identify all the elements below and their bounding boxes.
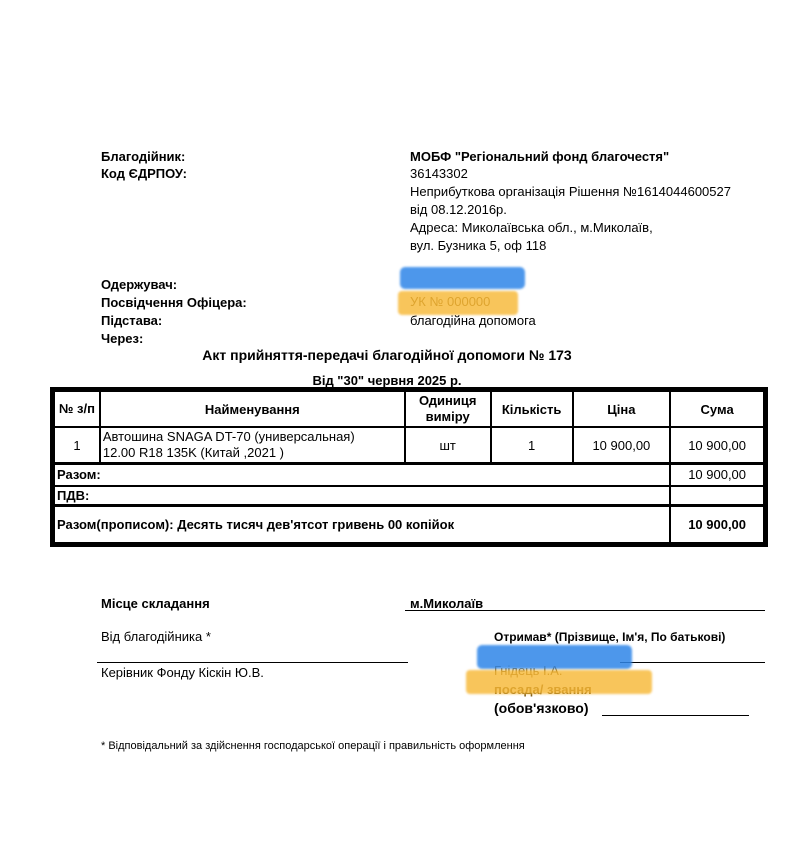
- mandatory-label: (обов'язково): [494, 700, 589, 716]
- total-row: [54, 464, 764, 486]
- redaction-yellow-position: [466, 670, 652, 694]
- donor-signature-line: [97, 662, 408, 663]
- vat-label: ПДВ:: [54, 486, 670, 506]
- table-header-row: [54, 391, 764, 427]
- via-label: Через:: [101, 331, 144, 346]
- edrpou-label: Код ЄДРПОУ:: [101, 166, 187, 181]
- table-row: [54, 427, 764, 464]
- redaction-blue-receiver: [400, 267, 525, 289]
- act-table: [53, 390, 765, 544]
- mandatory-line: [602, 715, 749, 716]
- total-label: Разом:: [54, 464, 670, 486]
- redaction-blue-signature: [477, 645, 632, 669]
- donor-status-line1: Неприбуткова організація Рішення №1614044600527: [410, 184, 731, 199]
- head-of-fund: Керівник Фонду Кіскін Ю.В.: [101, 665, 264, 680]
- donor-name: МОБФ "Регіональний фонд благочестя": [410, 149, 670, 164]
- header-num: № з/п: [54, 391, 100, 427]
- row-num: 1: [54, 427, 100, 464]
- vat-row: [54, 486, 764, 506]
- header-price: Ціна: [573, 391, 671, 427]
- row-sum: 10 900,00: [670, 427, 764, 464]
- row-unit: шт: [405, 427, 491, 464]
- basis-value: благодійна допомога: [410, 313, 536, 328]
- edrpou-value: 36143302: [410, 166, 468, 181]
- donor-status-line2: від 08.12.2016р.: [410, 202, 507, 217]
- act-date: Від "30" червня 2025 р.: [312, 373, 462, 388]
- place-label: Місце складання: [101, 596, 210, 611]
- donor-address-line1: Адреса: Миколаївська обл., м.Миколаїв,: [410, 220, 653, 235]
- header-unit: Одиниця виміру: [405, 391, 491, 427]
- words-row: [54, 505, 764, 543]
- received-label: Отримав* (Прізвище, Ім'я, По батькові): [494, 630, 726, 644]
- row-name: [100, 427, 405, 464]
- header-name: Найменування: [100, 391, 405, 427]
- basis-label: Підстава:: [101, 313, 163, 328]
- row-name-line2: 12.00 R18 135K (Китай ,2021 ): [102, 445, 284, 460]
- words-value: 10 900,00: [670, 505, 764, 543]
- officer-id-label: Посвідчення Офіцера:: [101, 295, 247, 310]
- row-name-line1: Автошина SNAGA DT-70 (универсальная): [102, 429, 355, 444]
- donor-address-line2: вул. Бузника 5, оф 118: [410, 238, 547, 253]
- footnote: * Відповідальний за здійснення господарської операції і правильність оформлення: [101, 740, 525, 752]
- receiver-signature-line: [620, 662, 765, 663]
- row-qty: 1: [491, 427, 573, 464]
- vat-value: [670, 486, 764, 506]
- place-line: [405, 610, 765, 611]
- from-donor-label: Від благодійника *: [101, 629, 211, 644]
- header-sum: Сума: [670, 391, 764, 427]
- donor-label: Благодійник:: [101, 149, 186, 164]
- redaction-yellow-officer-id: [398, 291, 518, 315]
- act-title: Акт прийняття-передачі благодійної допомоги № 173: [202, 347, 572, 363]
- total-value: 10 900,00: [670, 464, 764, 486]
- place-value: м.Миколаїв: [410, 596, 484, 611]
- receiver-label: Одержувач:: [101, 277, 178, 292]
- row-price: 10 900,00: [573, 427, 671, 464]
- header-qty: Кількість: [491, 391, 573, 427]
- words-label: Разом(прописом): Десять тисяч дев'ятсот гривень 00 копійок: [54, 505, 670, 543]
